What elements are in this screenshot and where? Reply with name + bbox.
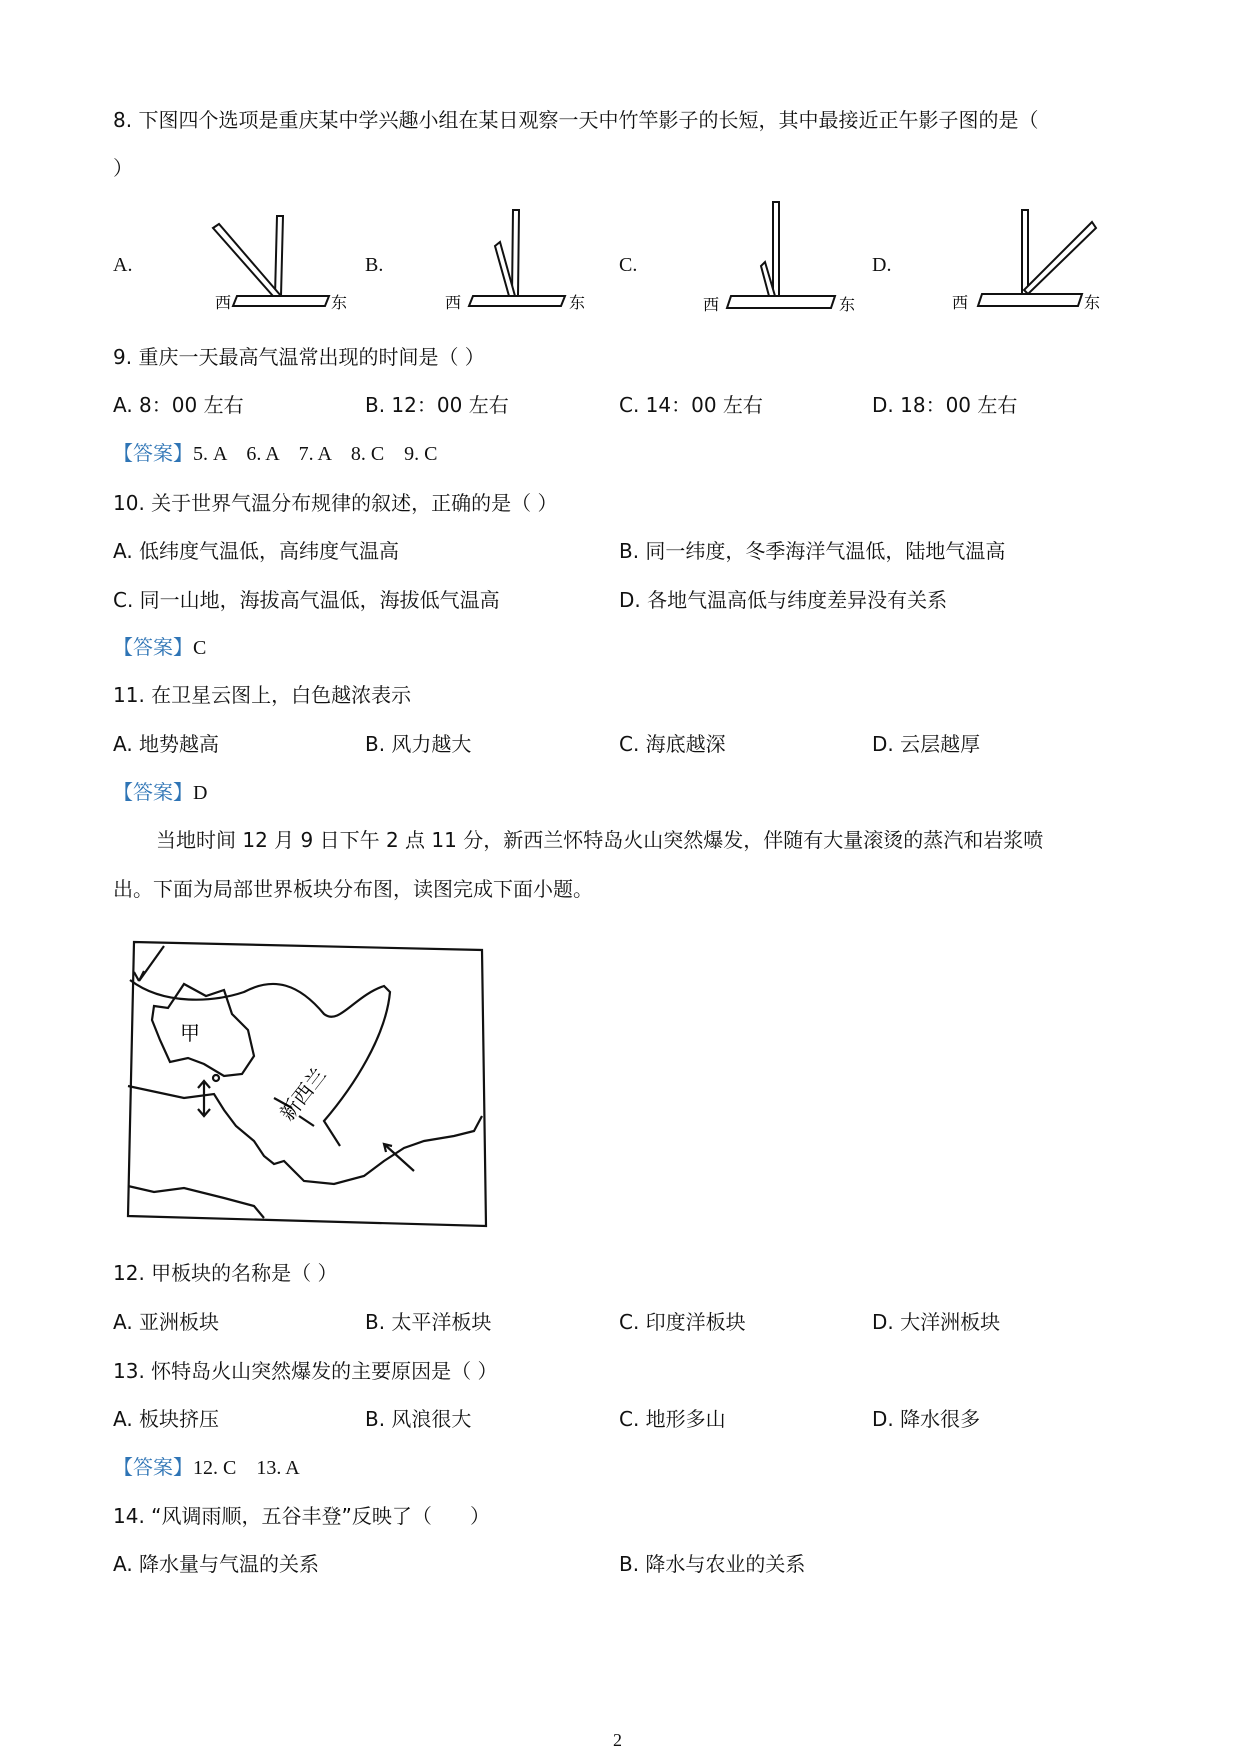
west-label: 西	[215, 293, 232, 312]
answer-line	[113, 635, 206, 660]
pole-shadow-diagram	[405, 198, 595, 318]
answer-line	[113, 780, 207, 805]
q11-option-b[interactable]: B. 风力越大	[365, 732, 472, 756]
q8-figure-a[interactable]	[113, 198, 348, 318]
west-label: 西	[952, 293, 969, 312]
q13-option-d[interactable]: D. 降水很多	[872, 1407, 981, 1431]
passage-line-2: 出。下面为局部世界板块分布图，读图完成下面小题。	[113, 877, 593, 901]
west-label: 西	[445, 293, 462, 312]
plate-motion-arrow	[134, 946, 164, 981]
plate-motion-arrow	[198, 1081, 210, 1116]
q8-figure-d[interactable]	[872, 198, 1102, 318]
q10-stem: 10. 关于世界气温分布规律的叙述，正确的是（ ）	[113, 491, 558, 515]
option-label: A.	[113, 254, 133, 276]
q9-option-b[interactable]: B. 12：00 左右	[365, 393, 509, 417]
q14-option-a[interactable]: A. 降水量与气温的关系	[113, 1552, 320, 1576]
east-label: 东	[1084, 293, 1101, 312]
answer-tag: 【答案】	[113, 1455, 193, 1479]
q8-figure-c[interactable]	[619, 198, 856, 318]
option-label: C.	[619, 254, 638, 276]
q13-option-b[interactable]: B. 风浪很大	[365, 1407, 472, 1431]
answer-line	[113, 441, 438, 466]
answer-text: C	[193, 637, 207, 659]
q10-option-c[interactable]: C. 同一山地，海拔高气温低，海拔低气温高	[113, 588, 500, 612]
q13-stem: 13. 怀特岛火山突然爆发的主要原因是（ ）	[113, 1359, 498, 1383]
q12-stem: 12. 甲板块的名称是（ ）	[113, 1261, 338, 1285]
answer-tag: 【答案】	[113, 441, 193, 465]
q12-option-c[interactable]: C. 印度洋板块	[619, 1310, 746, 1334]
east-label: 东	[839, 295, 856, 314]
option-label: B.	[365, 254, 384, 276]
q9-option-c[interactable]: C. 14：00 左右	[619, 393, 763, 417]
q11-stem: 11. 在卫星云图上，白色越浓表示	[113, 683, 412, 707]
q12-option-d[interactable]: D. 大洋洲板块	[872, 1310, 1001, 1334]
q9-option-d[interactable]: D. 18：00 左右	[872, 393, 1018, 417]
answer-text: D	[193, 782, 208, 804]
pole-shadow-diagram	[153, 198, 348, 318]
q12-option-a[interactable]: A. 亚洲板块	[113, 1310, 220, 1334]
plate-label-jia: 甲	[180, 1021, 200, 1045]
q11-option-a[interactable]: A. 地势越高	[113, 732, 220, 756]
q8-stem-end: ）	[113, 156, 133, 180]
q14-option-b[interactable]: B. 降水与农业的关系	[619, 1552, 806, 1576]
q14-stem: 14. “风调雨顺，五谷丰登”反映了（ ）	[113, 1504, 491, 1528]
page-number: 2	[613, 1730, 622, 1750]
pole-shadow-diagram	[659, 198, 856, 318]
q11-option-d[interactable]: D. 云层越厚	[872, 732, 981, 756]
q12-option-b[interactable]: B. 太平洋板块	[365, 1310, 492, 1334]
new-zealand-label: 新西兰	[275, 1063, 331, 1126]
answer-tag: 【答案】	[113, 635, 193, 659]
answer-text: 12. C 13. A	[193, 1457, 300, 1479]
q10-option-a[interactable]: A. 低纬度气温低，高纬度气温高	[113, 539, 400, 563]
q13-option-c[interactable]: C. 地形多山	[619, 1407, 726, 1431]
pole-shadow-diagram	[912, 198, 1102, 318]
q9-option-a[interactable]: A. 8：00 左右	[113, 393, 244, 417]
answer-tag: 【答案】	[113, 780, 193, 804]
option-label: D.	[872, 254, 892, 276]
q10-option-d[interactable]: D. 各地气温高低与纬度差异没有关系	[619, 588, 948, 612]
q13-option-a[interactable]: A. 板块挤压	[113, 1407, 220, 1431]
answer-line	[113, 1455, 300, 1480]
east-label: 东	[331, 293, 348, 312]
east-label: 东	[569, 293, 586, 312]
q11-option-c[interactable]: C. 海底越深	[619, 732, 726, 756]
q8-stem: 8. 下图四个选项是重庆某中学兴趣小组在某日观察一天中竹竿影子的长短，其中最接近正午影子图的是（	[113, 108, 1039, 132]
q9-stem: 9. 重庆一天最高气温常出现的时间是（ ）	[113, 345, 485, 369]
west-label: 西	[703, 295, 720, 314]
q10-option-b[interactable]: B. 同一纬度，冬季海洋气温低，陆地气温高	[619, 539, 1006, 563]
plate-map	[124, 936, 494, 1236]
answer-text: 5. A 6. A 7. A 8. C 9. C	[193, 443, 438, 465]
q8-figure-b[interactable]	[365, 198, 595, 318]
passage-line-1: 当地时间 12 月 9 日下午 2 点 11 分，新西兰怀特岛火山突然爆发，伴随有大量滚烫的蒸汽和岩浆喷	[156, 828, 1044, 852]
